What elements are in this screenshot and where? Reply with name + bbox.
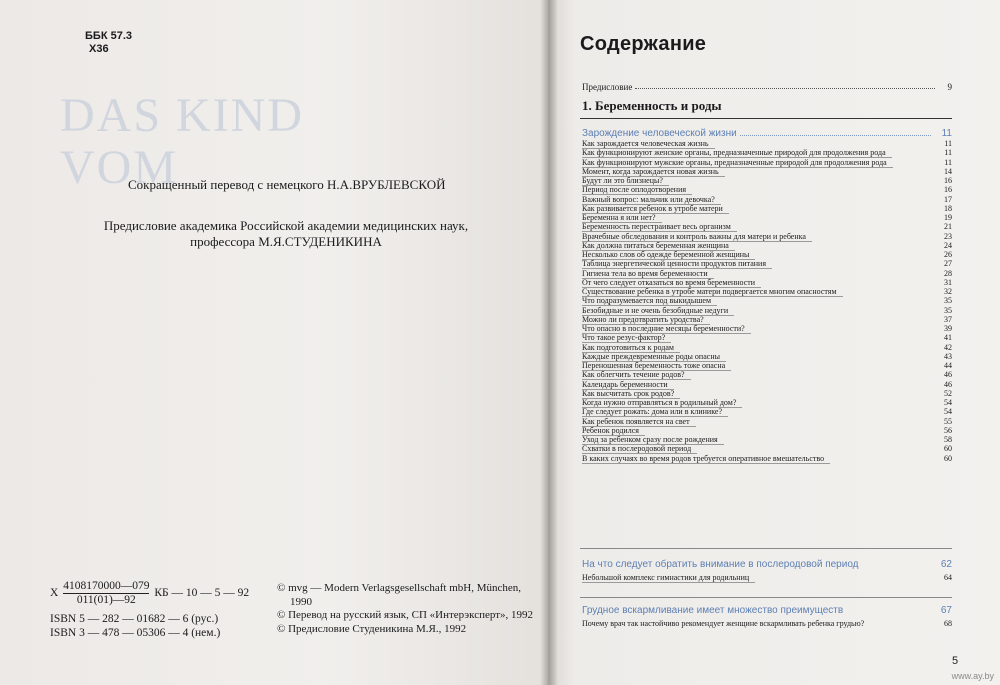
foreword-credit-line1: Предисловие академика Российской академии медицинских наук, [103,218,469,233]
translation-credit: Сокращенный перевод с немецкого Н.А.ВРУБЛЕВСКОЙ [128,177,446,192]
toc-entry-page: 60 [944,453,952,463]
toc-entry-page: 26 [944,250,952,259]
toc-entry-page: 68 [944,619,952,628]
toc-entry-page: 17 [944,194,952,204]
toc-entry-title: Как функционируют мужские органы, предназначенные природой для продолжения рода [582,158,893,168]
divider [580,548,952,549]
dot-leader [635,82,935,89]
toc-entry [582,324,952,333]
toc-entry [582,389,952,398]
section-page: 67 [940,605,952,616]
toc-entry [582,167,952,176]
book-gutter [540,0,558,685]
watermark: www.ay.by [951,671,994,681]
dot-leader [740,135,931,136]
toc-entry-title: Можно ли предотвратить уродства? [582,315,710,325]
toc-entry [582,352,952,361]
toc-entry-title: Момент, когда зарождается новая жизнь [582,167,725,177]
toc-entry-page: 11 [944,139,952,148]
toc-entry-title: Почему врач так настойчиво рекомендует женщине вскармливать ребенка грудью? [582,619,865,628]
toc-entry-title: Важный вопрос: мальчик или девочка? [582,195,721,205]
toc-entry-title: Когда нужно отправляться в родильный дом? [582,398,742,408]
toc-entry [582,315,952,324]
page-number: 5 [952,655,959,667]
code-suffix: КБ — 10 — 5 — 92 [154,586,250,599]
code-prefix: Х [50,586,59,599]
toc-entry-page: 46 [944,370,952,380]
toc-preface-page: 9 [947,82,952,92]
toc-part-title: 1. Беременность и роды [582,98,722,113]
toc-entry-title: Существование ребенка в утробе матери подвергается многим опасностям [582,287,843,297]
divider [580,118,952,119]
toc-entry-title: Беременность перестраивает весь организм [582,222,737,232]
toc-entry-title: Что такое резус-фактор? [582,333,671,343]
toc-entry [582,296,952,305]
show-through-subtitle: VOM [60,141,179,194]
section-title: Зарождение человеческой жизни [582,128,737,139]
toc-entry [582,185,952,194]
publication-code [50,580,249,606]
toc-entry [582,278,952,287]
toc-entry-page: 55 [944,416,952,426]
toc-entry-title: Небольшой комплекс гимнастики для родильниц [582,573,755,583]
toc-entry [582,176,952,185]
toc-entry-page: 24 [944,240,952,250]
toc-entry [582,573,952,582]
toc-entry [582,454,952,463]
toc-entry-page: 31 [944,277,952,287]
toc-entry [582,158,952,167]
toc-entry-page: 35 [944,305,952,315]
toc-entry-title: Как подготовиться к родам [582,343,680,353]
toc-entry-title: Как облегчить течение родов? [582,370,691,380]
toc-entry [582,259,952,268]
show-through-title: DAS KIND [60,89,304,142]
copyright-block [277,582,533,636]
section-title: На что следует обратить внимание в послеродовой период [582,559,859,570]
toc-entry-page: 54 [944,398,952,407]
toc-entry-title: В каких случаях во время родов требуется оперативное вмешательство [582,454,830,464]
section-title: Грудное вскармливание имеет множество преимуществ [582,605,844,616]
toc-entry-title: Таблица энергетической ценности продуктов питания [582,259,772,269]
foreword-credit [100,218,472,250]
toc-entry-page: 58 [944,435,952,444]
toc-entry [582,250,952,259]
copyright-original-year: 1990 [290,595,312,608]
code-fraction [63,580,149,606]
toc-entry-title: Несколько слов об одежде беременной женщины [582,250,755,260]
bbk-code: ББК 57.3 [85,30,132,42]
toc-entry-page: 42 [944,342,952,352]
toc-section-heading [582,559,952,570]
toc-entry-page: 54 [944,407,952,417]
toc-entry [582,619,952,629]
toc-entry-page: 43 [944,351,952,361]
toc-entry-title: Как функционируют женские органы, предназначенные природой для продолжения рода [582,148,892,158]
toc-entry [582,232,952,241]
copyright-foreword: © Предисловие Студеникина М.Я., 1992 [277,622,467,635]
toc-entry-page: 60 [944,444,952,454]
toc-section-heading [582,128,952,139]
toc-entry-title: Как зарождается человеческая жизнь [582,139,715,149]
section-page: 62 [940,559,952,570]
toc-entry-page: 28 [944,268,952,278]
toc-entry [582,269,952,278]
toc-entry-page: 18 [944,203,952,213]
toc-preface [582,82,952,92]
toc-entry [582,444,952,453]
toc-entry-list [582,619,952,629]
toc-entry-page: 44 [944,361,952,370]
copyright-original: © mvg — Modern Verlagsgesellschaft mbH, München, [277,582,521,594]
toc-entry [582,148,952,157]
toc-entry-page: 27 [944,259,952,269]
code-numerator: 4108170000—079 [63,580,150,592]
toc-entry-page: 11 [944,148,952,158]
toc-entry-title: Как должна питаться беременная женщина [582,241,735,251]
toc-entry [582,204,952,213]
section-page: 11 [941,128,952,139]
toc-entry-title: Будут ли это близнецы? [582,176,669,186]
toc-entry [582,343,952,352]
toc-entry [582,435,952,444]
toc-entry-page: 16 [944,185,952,195]
toc-entry-title: Где следует рожать: дома или в клинике? [582,407,728,417]
copyright-translation: © Перевод на русский язык, СП «Интерэксперт», 1992 [277,609,534,621]
toc-entry-page: 41 [944,333,952,343]
divider [580,597,952,598]
toc-entry-page: 21 [944,222,952,232]
toc-entry-title: Гигиена тела во время беременности [582,269,714,279]
toc-entry [582,417,952,426]
toc-entry-title: Как развивается ребенок в утробе матери [582,204,729,214]
toc-entry [582,380,952,389]
toc-entry-page: 19 [944,213,952,222]
toc-entry [582,222,952,231]
toc-entry [582,361,952,370]
toc-entry-title: Беременна я или нет? [582,213,662,223]
toc-entry [582,407,952,416]
toc-entry-list [582,139,952,463]
toc-section-heading [582,605,952,616]
toc-entry-title: Календарь беременности [582,380,674,390]
toc-entry-page: 64 [944,573,952,582]
toc-entry-page: 56 [944,425,952,435]
toc-entry [582,306,952,315]
toc-entry [582,370,952,379]
code-denominator: 011(01)—92 [76,593,136,606]
toc-entry-title: Ребенок родился [582,426,645,436]
toc-entry-page: 11 [944,157,952,167]
isbn-russian: ISBN 5 — 282 — 01682 — 6 (рус.) [50,613,219,625]
toc-entry-title: Безобидные и не очень безобидные недуги [582,306,734,316]
toc-entry [582,426,952,435]
isbn-block [50,612,220,640]
toc-entry-title: Что опасно в последние месяцы беременности? [582,324,751,334]
toc-entry-title: Как высчитать срок родов? [582,389,680,399]
toc-entry [582,241,952,250]
toc-entry-page: 32 [944,287,952,296]
toc-entry-page: 35 [944,296,952,306]
toc-entry [582,195,952,204]
toc-entry [582,333,952,342]
toc-entry-title: Врачебные обследования и контроль важны для матери и ребенка [582,232,812,242]
foreword-credit-line2: профессора М.Я.СТУДЕНИКИНА [190,234,382,249]
toc-entry-page: 14 [944,166,952,176]
toc-entry-title: Уход за ребенком сразу после рождения [582,435,724,445]
toc-entry-title: От чего следует отказаться во время беременности [582,278,761,288]
toc-entry [582,139,952,148]
author-code: Х36 [89,43,109,55]
toc-entry-page: 37 [944,314,952,324]
toc-entry-title: Каждые преждевременные роды опасны [582,352,726,362]
toc-entry-list [582,573,952,582]
toc-entry-page: 16 [944,176,952,185]
toc-entry [582,398,952,407]
toc-entry-title: Что подразумевается под выкидышем [582,296,717,306]
page-title: Содержание [580,33,707,55]
toc-entry-title: Переношенная беременность тоже опасна [582,361,731,371]
isbn-german: ISBN 3 — 478 — 05306 — 4 (нем.) [50,627,221,639]
library-classification [85,30,132,56]
toc-preface-label: Предисловие [582,82,633,92]
toc-entry-title: Схватки в послеродовой период [582,444,697,454]
toc-entry-page: 39 [944,324,952,333]
toc-entry-page: 23 [944,231,952,241]
toc-entry [582,213,952,222]
toc-entry-title: Как ребенок появляется на свет [582,417,696,427]
toc-entry-page: 52 [944,388,952,398]
toc-entry-title: Период после оплодотворения [582,185,692,195]
toc-entry-page: 46 [944,379,952,389]
toc-entry [582,287,952,296]
